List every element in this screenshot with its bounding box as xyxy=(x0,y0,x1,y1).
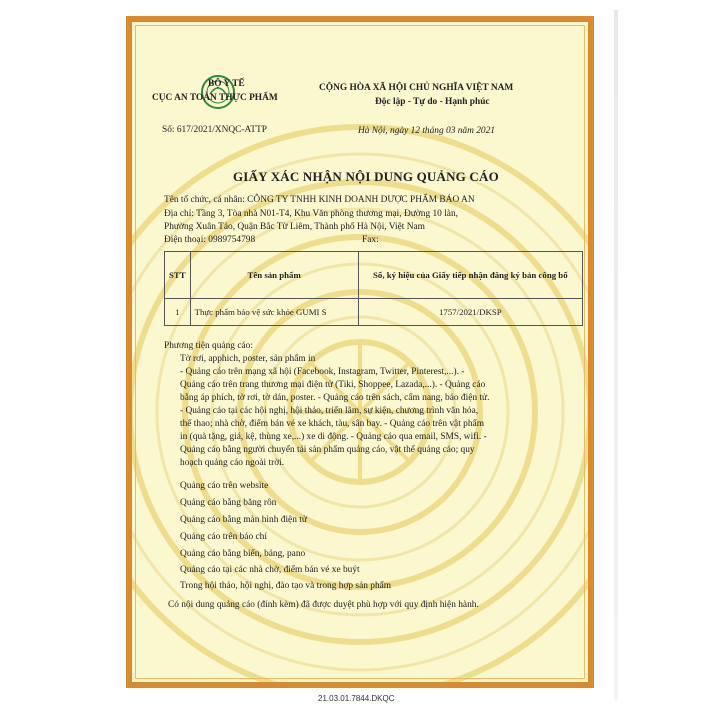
certificate-content xyxy=(132,22,588,682)
phone-number: Điện thoại: 0989754798 xyxy=(164,235,256,245)
media-item: Quảng cáo bằng băng rôn xyxy=(180,498,277,508)
table-header-row xyxy=(165,252,583,299)
media-paragraph-line: hoạch quảng cáo ngoài trời. xyxy=(180,458,285,468)
media-heading: Phương tiện quảng cáo: xyxy=(164,341,253,351)
document-number: Số: 617/2021/XNQC-ATTP xyxy=(162,125,267,135)
media-item: Quảng cáo bằng biển, bảng, pano xyxy=(180,549,306,559)
national-motto: Độc lập - Tự do - Hạnh phúc xyxy=(375,97,490,107)
table-row xyxy=(165,299,583,326)
media-paragraph-line: thể thao; nhà chờ, điểm bán vé xe khách, tàu, sân bay. - Quảng cáo trên vật phẩm xyxy=(180,419,484,429)
media-item: Quảng cáo trên báo chí xyxy=(180,532,267,542)
media-paragraph-line: bằng áp phích, tờ rơi, tờ dán, poster. - Quảng cáo trên sách, cẩm nang, báo điện tử. xyxy=(180,393,490,403)
media-paragraph-line: Quảng cáo trên trang thương mại điện tử (Tiki, Shoppee, Lazada,...). - Quảng cáo xyxy=(180,380,486,390)
place-date: Hà Nội, ngày 12 tháng 03 năm 2021 xyxy=(358,126,495,136)
address-line-2: Phường Xuân Tảo, Quận Bắc Từ Liêm, Thành phố Hà Nội, Việt Nam xyxy=(164,222,425,232)
republic-name: CỘNG HÒA XÃ HỘI CHỦ NGHĨA VIỆT NAM xyxy=(319,83,514,93)
media-item: Trong hội thảo, hội nghị, đào tạo và trong hợp sản phẩm xyxy=(180,581,392,591)
column-header: Tên sản phẩm xyxy=(190,252,358,299)
media-item: Quảng cáo tại các nhà chờ, điểm bán vé xe buýt xyxy=(180,565,360,575)
row-number: 1 xyxy=(165,299,191,326)
media-paragraph-line: Quảng cáo bằng người chuyển tải sản phẩm quảng cáo, vật thể quảng cáo; quy xyxy=(180,445,475,455)
media-paragraph-line: in (quà tặng, giá, kệ, thùng xe,...) xe di động. - Quảng cáo qua email, SMS, wifi. - xyxy=(180,432,487,442)
certificate-document xyxy=(126,16,594,688)
media-paragraph-line: - Quảng cáo trên mạng xã hội (Facebook, Instagram, Twitter, Pinterest,...). - xyxy=(180,367,465,377)
document-title: GIẤY XÁC NHẬN NỘI DUNG QUẢNG CÁO xyxy=(233,169,499,184)
product-table xyxy=(164,251,583,326)
media-item: Quảng cáo trên website xyxy=(180,481,269,491)
column-header: STT xyxy=(165,252,191,299)
approval-statement: Có nội dung quảng cáo (đính kèm) đã được duyệt phù hợp với quy định hiện hành. xyxy=(168,600,479,610)
address-line-1: Địa chỉ: Tầng 3, Tòa nhà N01-T4, Khu Văn phòng thương mại, Đường 10 làn, xyxy=(164,209,458,219)
department-name: CỤC AN TOÀN THỰC PHẨM xyxy=(152,93,278,103)
media-paragraph-line: Tờ rơi, apphich, poster, sản phẩm in xyxy=(180,354,316,364)
ministry-name: BỘ Y TẾ xyxy=(208,79,245,89)
page-edge xyxy=(614,10,618,700)
column-header: Số, ký hiệu của Giấy tiếp nhận đăng ký bản công bố xyxy=(358,252,582,299)
fax-number: Fax: xyxy=(362,235,379,245)
media-item: Quảng cáo bằng màn hình điện tử xyxy=(180,515,307,525)
product-name: Thực phẩm bảo vệ sức khỏe GUMI S xyxy=(190,299,358,326)
registration-code: 1757/2021/DKSP xyxy=(358,299,582,326)
document-footer-code: 21.03.01.7844.DKQC xyxy=(318,694,395,703)
media-paragraph-line: - Quảng cáo tại các hội nghị, hội thảo, triển lãm, sự kiện, chương trình văn hóa, xyxy=(180,406,479,416)
organization-name: Tên tổ chức, cá nhân: CÔNG TY TNHH KINH DOANH DƯỢC PHẨM BẢO AN xyxy=(164,195,475,205)
